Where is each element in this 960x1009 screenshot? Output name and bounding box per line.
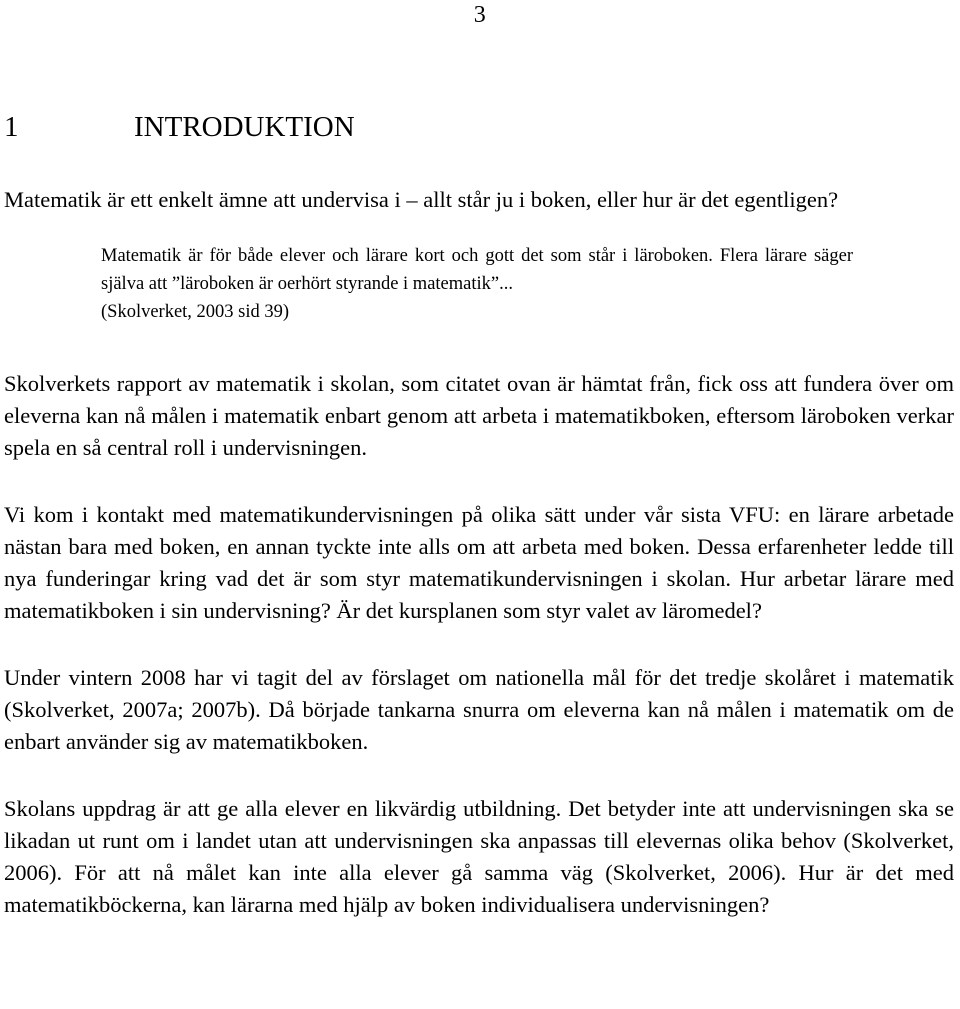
body-text bbox=[4, 184, 954, 921]
quote-text: Matematik är för både elever och lärare kort och gott det som står i läroboken. Flera lärare säger själva att ”läroboken är oerhört styrande i matematik”... bbox=[101, 246, 853, 294]
page-number: 3 bbox=[473, 2, 487, 28]
quote-source: (Skolverket, 2003 sid 39) bbox=[101, 302, 290, 322]
paragraph-vfu-experience: Vi kom i kontakt med matematikundervisningen på olika sätt under vår sista VFU: en lärare arbetade nästan bara med boken, en annan tyckte inte alls om att arbeta med boken. Dessa erfarenheter ledde till nya funderingar kring vad det är som styr matematikundervisningen i skolan. Hur arbetar lärare med matematikboken i sin undervisning? Är det kursplanen som styr valet av läromedel? bbox=[4, 502, 954, 623]
paragraph-national-goals: Under vintern 2008 har vi tagit del av förslaget om nationella mål för det tredje skolåret i matematik (Skolverket, 2007a; 2007b). Då började tankarna snurra om eleverna kan nå målen i matematik om de enbart använder sig av matematikboken. bbox=[4, 665, 954, 754]
block-quote bbox=[101, 242, 853, 326]
chapter-number: 1 bbox=[4, 111, 19, 143]
paragraph-skolverket-report: Skolverkets rapport av matematik i skolan, som citatet ovan är hämtat från, fick oss att fundera över om eleverna kan nå målen i matematik enbart genom att arbeta i matematikboken, eftersom läroboken verkar spela en så central roll i undervisningen. bbox=[4, 371, 954, 460]
paragraph-school-mission: Skolans uppdrag är att ge alla elever en likvärdig utbildning. Det betyder inte att undervisningen ska se likadan ut runt om i landet utan att undervisningen ska anpassas till elevernas olika behov (Skolverket, 2006). För att nå målet kan inte alla elever gå samma väg (Skolverket, 2006). Hur är det med matematikböckerna, kan lärarna med hjälp av boken individualisera undervisningen? bbox=[4, 796, 954, 917]
intro-paragraph: Matematik är ett enkelt ämne att undervisa i – allt står ju i boken, eller hur är det egentligen? bbox=[4, 187, 839, 212]
chapter-title: INTRODUKTION bbox=[134, 111, 355, 143]
chapter-heading bbox=[4, 108, 355, 146]
